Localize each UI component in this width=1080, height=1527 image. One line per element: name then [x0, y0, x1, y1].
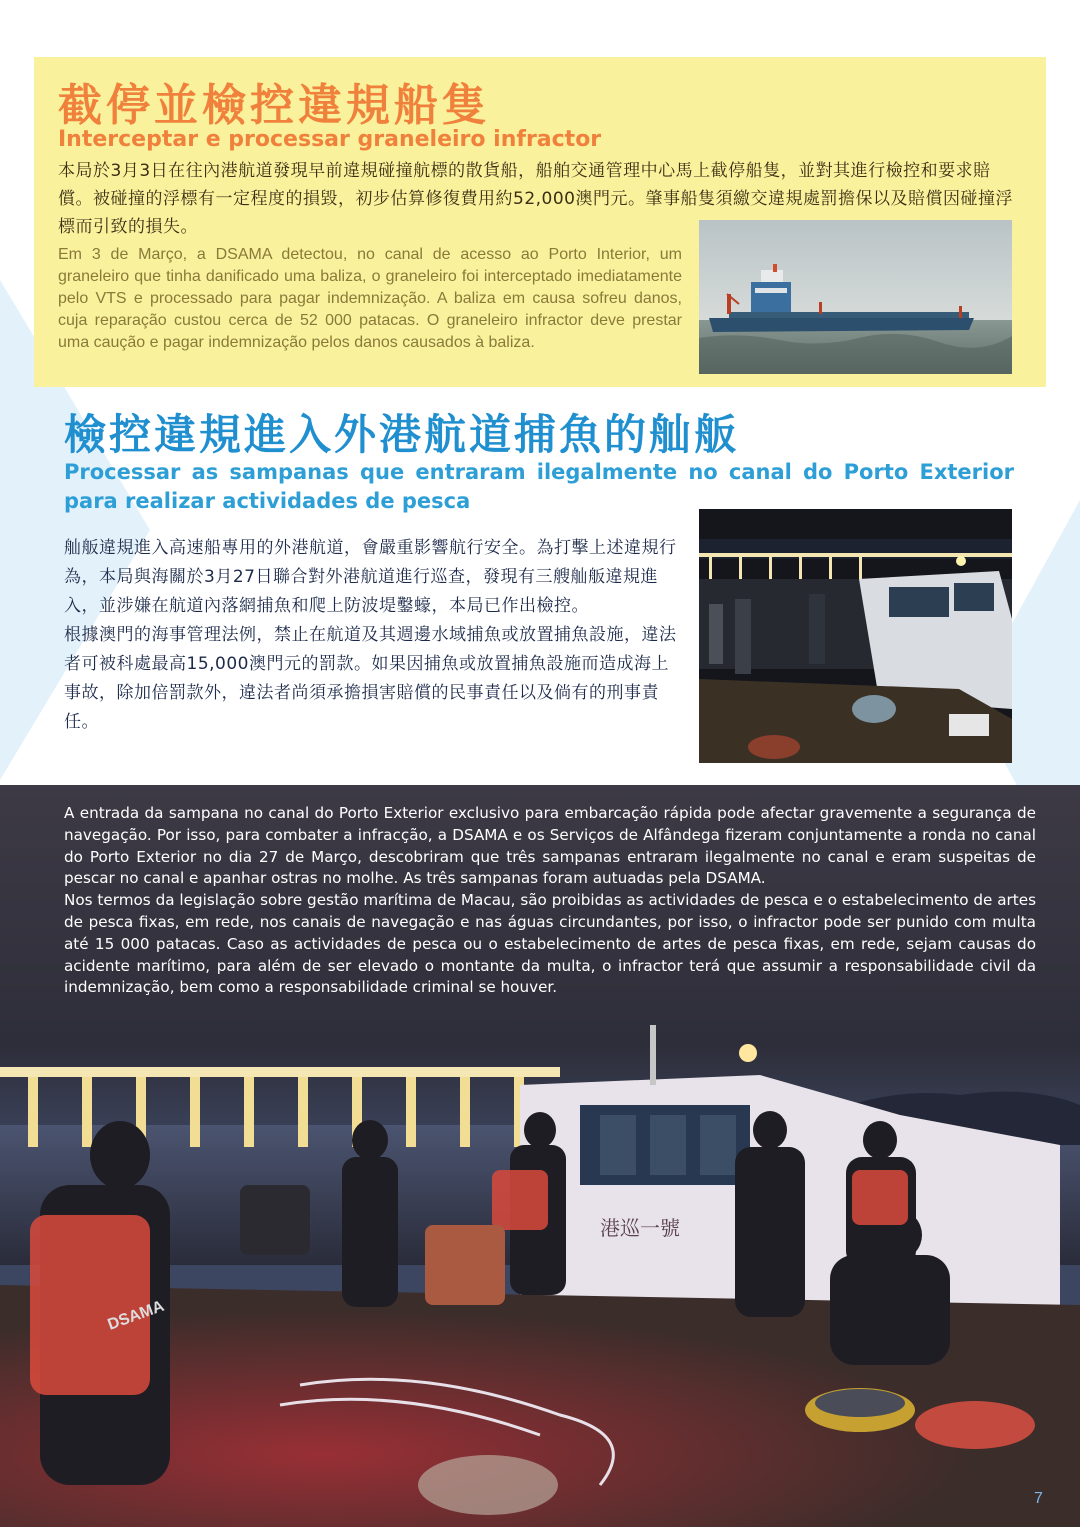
- night-patrol-photo: [699, 509, 1012, 763]
- section1-body-pt: Em 3 de Março, a DSAMA detectou, no canal de acesso ao Porto Interior, um graneleiro que tinha danificado uma baliza, o graneleiro foi interceptado imediatamente pelo VTS e processado para pagar indemnização. A baliza em causa sofreu danos, cuja reparação custou cerca de 52 000 patacas. O graneleiro infractor deve prestar uma caução e pagar indemnização pelos danos causados à baliza.: [58, 246, 682, 351]
- section2-body-pt-paragraph-2: Nos termos da legislação sobre gestão marítima de Macau, são proibidas as actividades de pesca e o estabelecimento de artes de pesca fixas, em rede, nos canais de navegação e nas águas circundantes, por isso, o infractor pode ser punido com multa até 15 000 patacas. Caso as actividades de pesca ou o estabelecimento de artes de pesca fixas, em rede, sejam causas do acidente marítimo, para além de ser elevado o montante da multa, o infractor terá que assumir a responsabilidade civil da indemnização, bem como a responsabilidade criminal se houver.: [64, 891, 1036, 997]
- section2-body-pt-paragraph-1: A entrada da sampana no canal do Porto Exterior exclusivo para embarcação rápida pode afectar gravemente a segurança de navegação. Por isso, para combater a infracção, a DSAMA e os Serviços de Alfândega fizeram conjuntamente a ronda no canal do Porto Exterior no dia 27 de Março, descobriram que três sampanas entraram ilegalmente no canal e eram suspeitas de pescar no canal e apanhar ostras no molhe. As três sampanas foram autuadas pela DSAMA.: [64, 804, 1036, 888]
- section2-title-zh: 檢控違規進入外港航道捕魚的舢舨: [64, 410, 740, 459]
- section2-title-pt: Processar as sampanas que entraram ilegalmente no canal do Porto Exterior para realizar actividades de pesca: [64, 460, 1014, 513]
- section1-title-zh: 截停並檢控違規船隻: [58, 80, 490, 131]
- cargo-ship-photo: [699, 220, 1012, 374]
- boat-hull-text: 港巡一號: [600, 1216, 680, 1240]
- section2-body-zh-paragraph-2: 根據澳門的海事管理法例，禁止在航道及其週邊水域捕魚或放置捕魚設施，違法者可被科處最高15,000澳門元的罰款。如果因捕魚或放置捕魚設施而造成海上事故，除加倍罰款外，違法者尚須承擔損害賠償的民事責任以及倘有的刑事責任。: [64, 625, 677, 732]
- vest-text: DSAMA: [105, 1297, 167, 1334]
- section1-title-pt: Interceptar e processar graneleiro infractor: [58, 127, 602, 152]
- section2-body-pt: [64, 803, 1036, 999]
- section-intercept-freighter: [34, 57, 1046, 387]
- page-number: 7: [1034, 1490, 1043, 1507]
- section2-body-zh: [64, 534, 684, 737]
- section2-body-zh-paragraph-1: 舢舨違規進入高速船專用的外港航道，會嚴重影響航行安全。為打擊上述違規行為，本局與海關於3月27日聯合對外港航道進行巡查，發現有三艘舢舨違規進入，並涉嫌在航道內落網捕魚和爬上防波堤鑿蠔，本局已作出檢控。: [64, 538, 677, 616]
- section1-body-zh: 本局於3月3日在往內港航道發現早前違規碰撞航標的散貨船，船舶交通管理中心馬上截停船隻，並對其進行檢控和要求賠償。被碰撞的浮標有一定程度的損毀，初步估算修復費用約52,000澳門元。肇事船隻須繳交違規處罰擔保以及賠償因碰撞浮標而引致的損失。: [58, 161, 1013, 237]
